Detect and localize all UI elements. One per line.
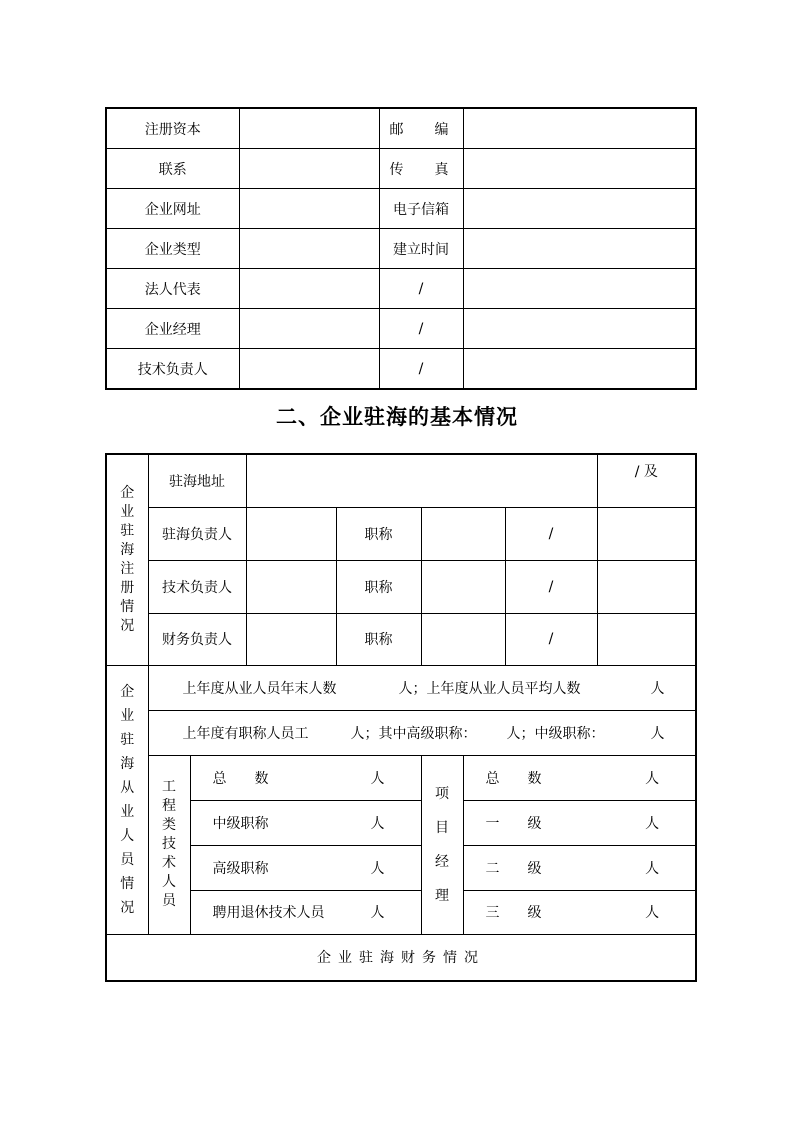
value-cell[interactable]: [421, 507, 505, 560]
field-label: /: [379, 269, 463, 309]
table-row: [106, 665, 696, 710]
table-row: [106, 613, 696, 665]
field-label: 建立时间: [379, 229, 463, 269]
table-row: [106, 454, 696, 507]
value-cell[interactable]: [239, 349, 379, 390]
value-cell[interactable]: [463, 189, 696, 229]
engineering-label: 工程类技术人员: [148, 755, 190, 934]
row-label: 驻海负责人: [148, 507, 246, 560]
staff-line-2: 上年度有职称人员工 人；其中高级职称： 人；中级职称： 人: [148, 710, 696, 755]
value-cell[interactable]: [463, 269, 696, 309]
table-row: [106, 934, 696, 981]
value-cell[interactable]: [239, 189, 379, 229]
table-row: [106, 890, 696, 934]
table-row: [106, 108, 696, 149]
slash-cell: /: [505, 613, 597, 665]
field-label: /: [379, 309, 463, 349]
value-cell[interactable]: [463, 149, 696, 189]
value-cell[interactable]: [239, 269, 379, 309]
table-row: [106, 710, 696, 755]
value-cell[interactable]: [246, 560, 336, 613]
table-row: [106, 800, 696, 845]
row-label: 企业类型: [106, 229, 239, 269]
row-label: 联系: [106, 149, 239, 189]
value-cell[interactable]: [239, 309, 379, 349]
title-label: 职称: [336, 560, 421, 613]
row-label: 技术负责人: [148, 560, 246, 613]
row-label: 技术负责人: [106, 349, 239, 390]
slash-cell: /: [505, 507, 597, 560]
row-label: 注册资本: [106, 108, 239, 149]
registration-side-label: 企业驻海注册情况: [106, 454, 148, 665]
value-cell[interactable]: [421, 560, 505, 613]
title-label: 职称: [336, 507, 421, 560]
pm-row: 二 级 人: [463, 845, 696, 890]
project-manager-label: 项目经理: [421, 755, 463, 934]
field-label: /: [379, 349, 463, 390]
value-cell[interactable]: [246, 507, 336, 560]
field-label: 电子信箱: [379, 189, 463, 229]
table-row: [106, 229, 696, 269]
value-cell[interactable]: [463, 309, 696, 349]
table-row: [106, 149, 696, 189]
row-label: 法人代表: [106, 269, 239, 309]
pm-row: 总 数 人: [463, 755, 696, 800]
value-cell[interactable]: [246, 613, 336, 665]
value-cell[interactable]: [421, 613, 505, 665]
eng-row: 中级职称 人: [190, 800, 421, 845]
table-row: [106, 560, 696, 613]
pm-row: 一 级 人: [463, 800, 696, 845]
row-label: 企业经理: [106, 309, 239, 349]
value-cell[interactable]: [463, 108, 696, 149]
table-row: [106, 309, 696, 349]
slash-cell: /: [505, 560, 597, 613]
value-cell[interactable]: [463, 349, 696, 390]
table-row: [106, 349, 696, 390]
value-cell[interactable]: [239, 108, 379, 149]
table-row: [106, 189, 696, 229]
eng-row: 总 数 人: [190, 755, 421, 800]
value-cell[interactable]: [463, 229, 696, 269]
row-label: 企业网址: [106, 189, 239, 229]
address-label: 驻海地址: [148, 454, 246, 507]
table-row: [106, 269, 696, 309]
section-title: 二、企业驻海的基本情况: [276, 405, 518, 429]
finance-title: 企业驻海财务情况: [106, 934, 696, 981]
pm-row: 三 级 人: [463, 890, 696, 934]
value-cell[interactable]: [597, 560, 696, 613]
staff-line-1: 上年度从业人员年末人数 人；上年度从业人员平均人数 人: [148, 665, 696, 710]
value-cell[interactable]: [239, 149, 379, 189]
address-value[interactable]: [246, 454, 597, 507]
address-right-label: / 及: [597, 454, 696, 507]
value-cell[interactable]: [597, 507, 696, 560]
eng-row: 高级职称 人: [190, 845, 421, 890]
company-info-table: [105, 107, 697, 390]
value-cell[interactable]: [597, 613, 696, 665]
field-label: 传 真: [379, 149, 463, 189]
value-cell[interactable]: [239, 229, 379, 269]
row-label: 财务负责人: [148, 613, 246, 665]
table-row: [106, 845, 696, 890]
registration-staff-table: [105, 453, 697, 982]
title-label: 职称: [336, 613, 421, 665]
staff-side-label: 企业驻海从业人员情况: [106, 665, 148, 934]
eng-row: 聘用退休技术人员 人: [190, 890, 421, 934]
field-label: 邮 编: [379, 108, 463, 149]
table-row: [106, 755, 696, 800]
table-row: [106, 507, 696, 560]
